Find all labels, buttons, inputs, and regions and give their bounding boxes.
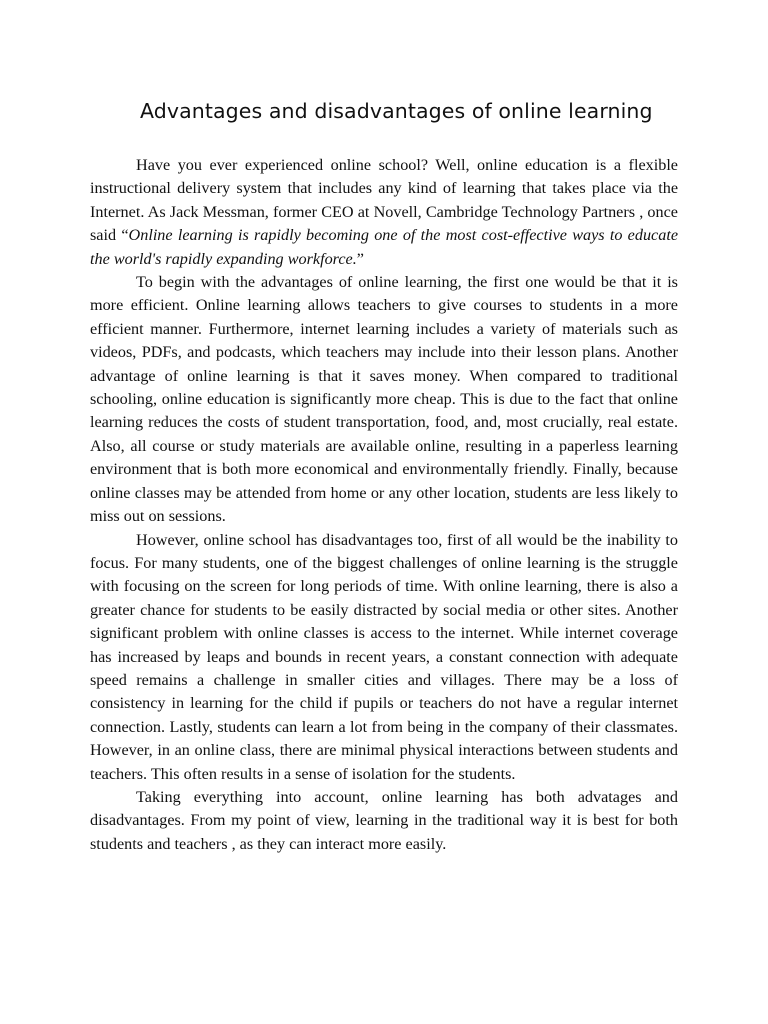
paragraph-intro-text: Have you ever experienced online school? Well, online education is a flexible instructional delivery system that includes any kind of learning that takes place via the Internet. As Jack Messman, former CEO at Novell, Cambridge Technology Partners , once said “ — [90, 156, 678, 245]
paragraph-advantages: To begin with the advantages of online learning, the first one would be that it is more efficient. Online learning allows teachers to give courses to students in a more efficient manner. Furthermore, internet learning includes a variety of materials such as videos, PDFs, and podcasts, which teachers may include into their lesson plans. Another advantage of online learning is that it saves money. When compared to traditional schooling, online education is significantly more cheap. This is due to the fact that online learning reduces the costs of student transportation, food, and, most crucially, real estate. Also, all course or study materials are available online, resulting in a paperless learning environment that is both more economical and environmentally friendly. Finally, because online classes may be attended from home or any other location, students are less likely to miss out on sessions. — [90, 273, 678, 526]
quotation: Online learning is rapidly becoming one of the most cost-effective ways to educate the world's rapidly expanding workforce. — [90, 226, 679, 268]
document-title: Advantages and disadvantages of online learning — [140, 99, 653, 123]
paragraph-disadvantages: However, online school has disadvantages too, first of all would be the inability to focus. For many students, one of the biggest challenges of online learning is the struggle with focusing on the screen for long periods of time. With online learning, there is also a greater chance for students to be easily distracted by social media or other sites. Another significant problem with online classes is access to the internet. While internet coverage has increased by leaps and bounds in recent years, a constant connection with adequate speed remains a challenge in smaller cities and villages. There may be a loss of consistency in learning for the child if pupils or teachers do not have a regular internet connection. Lastly, students can learn a lot from being in the company of their classmates. However, in an online class, there are minimal physical interactions between students and teachers. This often results in a sense of isolation for the students. — [90, 530, 678, 783]
paragraph-conclusion: Taking everything into account, online learning has both advatages and disadvantages. From my point of view, learning in the traditional way it is best for both students and teachers , as they can interact more easily. — [90, 787, 678, 853]
quotation-close-mark: ” — [356, 249, 364, 268]
paragraph-intro — [90, 154, 678, 271]
document-body — [90, 154, 678, 856]
